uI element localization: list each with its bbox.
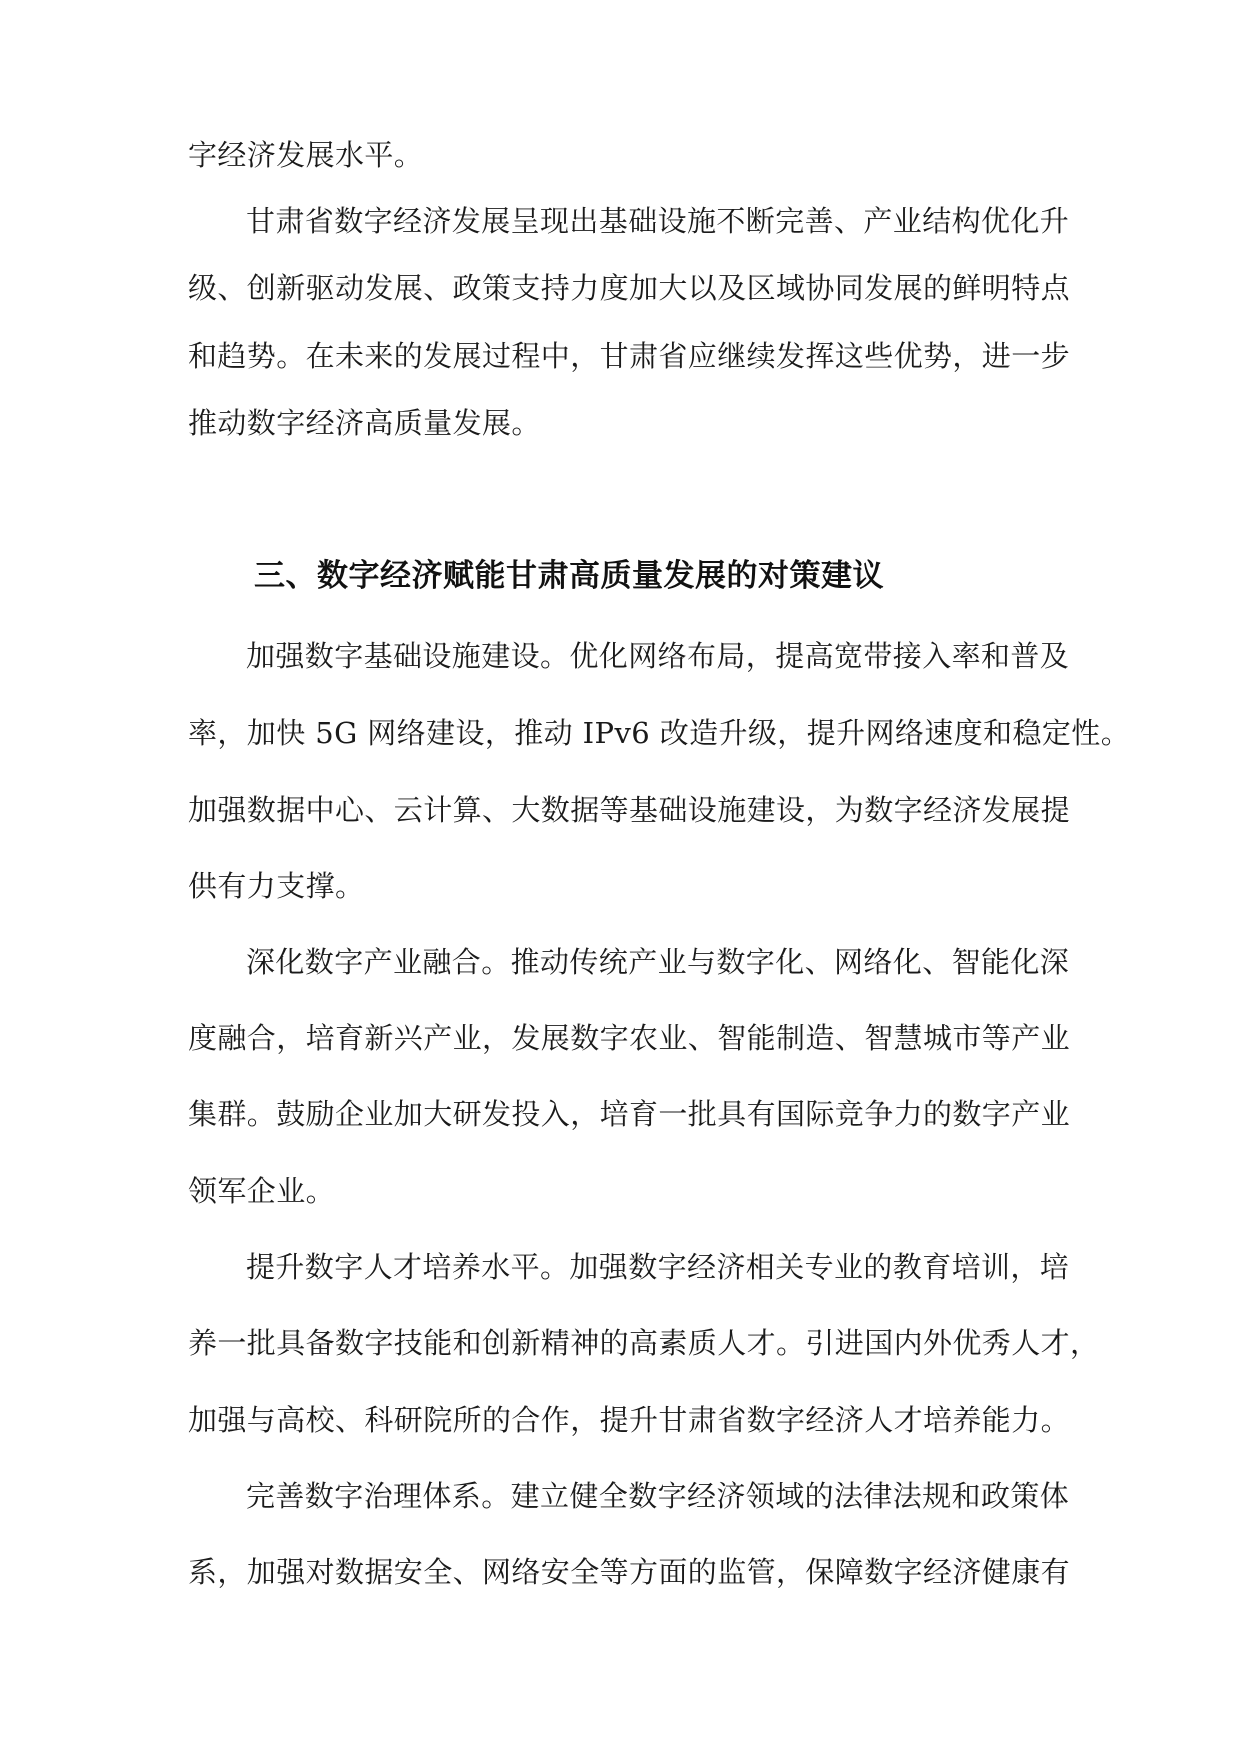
text-line: 和趋势。在未来的发展过程中，甘肃省应继续发挥这些优势，进一步	[188, 339, 1071, 373]
text-line: 加强数据中心、云计算、大数据等基础设施建设，为数字经济发展提	[188, 793, 1071, 827]
text-line: 推动数字经济高质量发展。	[188, 406, 541, 440]
text-line: 字经济发展水平。	[188, 138, 424, 172]
text-line: 领军企业。	[188, 1174, 336, 1208]
text-line: 养一批具备数字技能和创新精神的高素质人才。引进国内外优秀人才，	[188, 1326, 1100, 1360]
text-line: 度融合，培育新兴产业，发展数字农业、智能制造、智慧城市等产业	[188, 1021, 1071, 1055]
text-line: 深化数字产业融合。推动传统产业与数字化、网络化、智能化深	[246, 945, 1070, 979]
text-line: 加强与高校、科研院所的合作，提升甘肃省数字经济人才培养能力。	[188, 1403, 1071, 1437]
text-line: 甘肃省数字经济发展呈现出基础设施不断完善、产业结构优化升	[246, 204, 1070, 238]
text-line: 加强数字基础设施建设。优化网络布局，提高宽带接入率和普及	[246, 639, 1070, 673]
text-line: 供有力支撑。	[188, 869, 365, 903]
text-line: 系，加强对数据安全、网络安全等方面的监管，保障数字经济健康有	[188, 1555, 1071, 1589]
text-line: 集群。鼓励企业加大研发投入，培育一批具有国际竞争力的数字产业	[188, 1097, 1071, 1131]
text-line: 提升数字人才培养水平。加强数字经济相关专业的教育培训，培	[246, 1250, 1070, 1284]
text-line: 率，加快 5G 网络建设，推动 IPv6 改造升级，提升网络速度和稳定性。	[188, 716, 1131, 750]
text-line: 级、创新驱动发展、政策支持力度加大以及区域协同发展的鲜明特点	[188, 271, 1071, 305]
section-heading: 三、数字经济赋能甘肃高质量发展的对策建议	[254, 558, 884, 594]
text-line: 完善数字治理体系。建立健全数字经济领域的法律法规和政策体	[246, 1479, 1070, 1513]
